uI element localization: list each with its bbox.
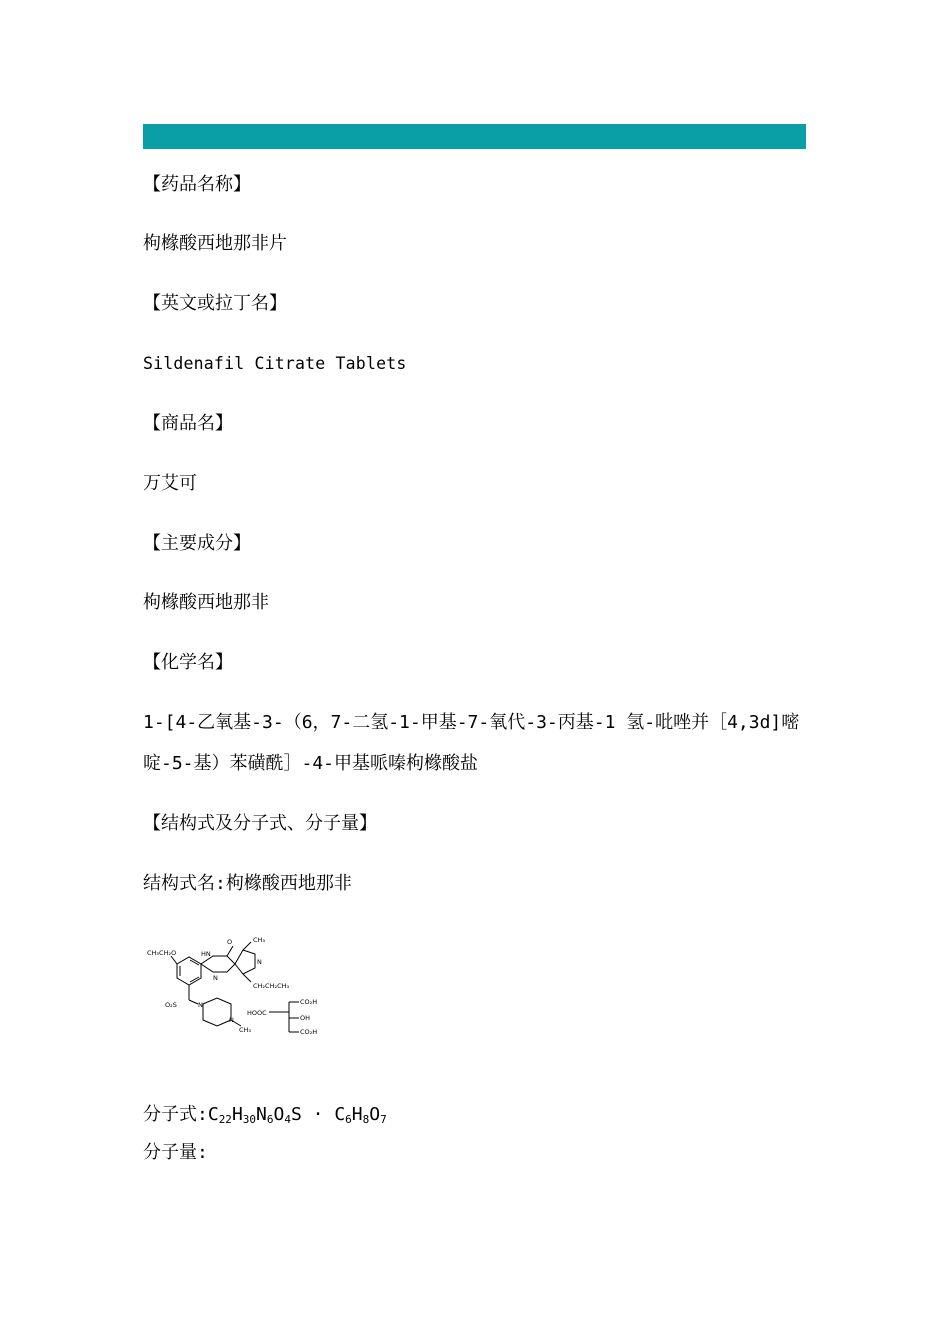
benzene-ring bbox=[177, 957, 201, 985]
label-so2: O₂S bbox=[165, 1001, 177, 1009]
label-co2h-top: CO₂H bbox=[300, 998, 318, 1006]
molecular-formula bbox=[143, 1104, 387, 1131]
label-carbonyl: O bbox=[227, 938, 233, 946]
label-nh: HN bbox=[201, 950, 211, 958]
trade-name-value: 万艾可 bbox=[143, 473, 197, 494]
formula-dot: · bbox=[301, 1104, 335, 1125]
label-hooc: HOOC bbox=[247, 1009, 267, 1017]
label-n-piperazine: N bbox=[198, 1001, 203, 1009]
label-propyl: CH₂CH₂CH₃ bbox=[253, 982, 290, 990]
piperazine-ring bbox=[203, 998, 231, 1026]
structure-name: 结构式名:枸橼酸西地那非 bbox=[143, 873, 352, 894]
pyrimidine-ring bbox=[201, 956, 235, 972]
label-oh: OH bbox=[300, 1014, 311, 1022]
formula-o-count: 4 bbox=[284, 1113, 291, 1126]
trade-name-heading: 【商品名】 bbox=[143, 413, 233, 434]
formula-s: S bbox=[290, 1104, 302, 1125]
formula-o: O bbox=[273, 1104, 285, 1125]
formula-n-count: 6 bbox=[266, 1113, 274, 1126]
drug-name-heading: 【药品名称】 bbox=[143, 174, 251, 195]
formula-h: H bbox=[231, 1104, 243, 1125]
label-n-pyrazole: N bbox=[257, 958, 262, 966]
english-name-heading: 【英文或拉丁名】 bbox=[143, 293, 287, 314]
structural-formula-diagram bbox=[143, 932, 329, 1048]
chemical-name-line-2: 啶-5-基）苯磺酰］-4-甲基哌嗪枸橼酸盐 bbox=[143, 753, 479, 774]
drug-name-value: 枸橼酸西地那非片 bbox=[143, 233, 287, 254]
formula-c2-count: 6 bbox=[345, 1113, 352, 1126]
molecular-weight: 分子量: bbox=[143, 1142, 208, 1163]
formula-c: C bbox=[207, 1104, 219, 1125]
chemical-name-line-1: 1-[4-乙氧基-3-（6，7-二氢-1-甲基-7-氧代-3-丙基-1 氢-吡唑并［4,3d]嘧 bbox=[143, 712, 800, 733]
label-n-methyl: N bbox=[229, 1016, 234, 1024]
formula-o2-count: 7 bbox=[380, 1113, 387, 1126]
english-name-value: Sildenafil Citrate Tablets bbox=[143, 354, 407, 373]
label-ethoxy: CH₃CH₂O bbox=[147, 949, 177, 957]
label-n-ring: N bbox=[213, 974, 218, 982]
molecular-formula-label: 分子式: bbox=[143, 1104, 208, 1125]
label-methyl-top: CH₃ bbox=[253, 936, 266, 944]
main-ingredient-value: 枸橼酸西地那非 bbox=[143, 592, 269, 613]
formula-h-count: 30 bbox=[242, 1113, 257, 1126]
structure-heading: 【结构式及分子式、分子量】 bbox=[143, 813, 377, 834]
formula-c2: C bbox=[334, 1104, 346, 1125]
formula-o2: O bbox=[369, 1104, 381, 1125]
header-banner bbox=[143, 124, 806, 149]
label-ch3-piperazine: CH₃ bbox=[239, 1026, 252, 1034]
pyrazole-ring bbox=[235, 950, 255, 974]
main-ingredient-heading: 【主要成分】 bbox=[143, 533, 251, 554]
chemical-name-heading: 【化学名】 bbox=[143, 652, 233, 673]
formula-h2: H bbox=[351, 1104, 363, 1125]
formula-n: N bbox=[256, 1104, 267, 1125]
formula-h2-count: 8 bbox=[362, 1113, 370, 1126]
formula-c-count: 22 bbox=[218, 1113, 232, 1126]
label-co2h-bottom: CO₂H bbox=[300, 1028, 318, 1036]
